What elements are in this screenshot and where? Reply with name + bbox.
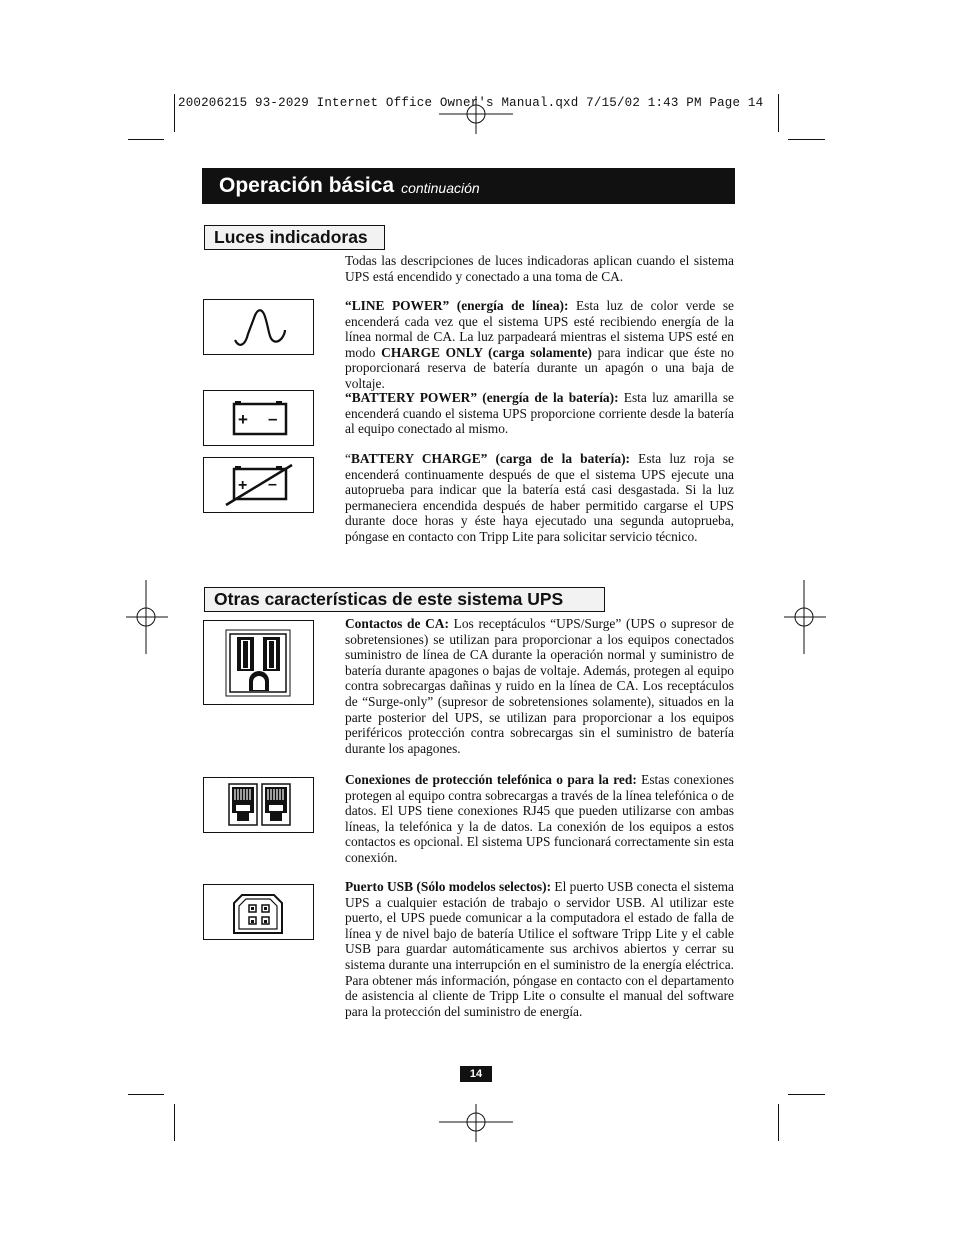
battery-charge-icon-box bbox=[203, 457, 314, 513]
usb-port-text: El puerto USB conecta el sistema UPS a cualquier estación de trabajo o servidor USB. Al utilizar este puerto, el UPS puede comunicar a la computadora el estado de falla de línea y de nivel bajo de batería Utilice el software Tripp Lite y el cable USB para guardar automáticamente sus archivos abiertos y cerrar su sistema durante una interrupción en el suministro de la energía eléctrica. Para obtener más información, póngase en contacto con el departamento de asistencia al cliente de Tripp Lite o consulte el manual del software para la protección del suministro de energía. bbox=[345, 879, 735, 1019]
section-heading-other-features bbox=[204, 587, 605, 612]
battery-crossed-icon bbox=[204, 458, 313, 512]
usb-port-icon bbox=[204, 885, 313, 939]
battery-power-icon-box bbox=[203, 390, 314, 446]
usb-port-label: Puerto USB (Sólo modelos selectos): bbox=[345, 879, 552, 894]
battery-power-text: Esta luz amarilla se encenderá cuando el sistema UPS proporcione corriente desde la batería al equipo conectado al mismo. bbox=[345, 390, 735, 437]
sine-wave-icon bbox=[204, 300, 313, 354]
section-heading-indicator-lights bbox=[204, 225, 385, 250]
registration-mark-bottom bbox=[437, 1100, 515, 1146]
battery-charge-label: BATTERY CHARGE” (carga de la batería): bbox=[350, 451, 631, 466]
rj45-icon-box bbox=[203, 777, 314, 833]
slug-line: 200206215 93-2029 Internet Office Owner's Manual.qxd 7/15/02 1:43 PM Page 14 bbox=[178, 96, 764, 110]
section-intro: Todas las descripciones de luces indicadoras aplican cuando el sistema UPS está encendido y conectado a una toma de CA. bbox=[345, 253, 734, 284]
battery-minus-sign: – bbox=[268, 476, 277, 493]
rj45-jacks-icon bbox=[204, 778, 313, 832]
network-protection-text: Estas conexiones protegen al equipo contra sobrecargas a través de la línea telefónica o de datos. El UPS tiene conexiones RJ45 que pueden utilizarse con ambas líneas, la telefónica y la de datos. La conexión de los equipos a estos contactos es opcional. El sistema UPS funcionará correctamente sin esta conexión. bbox=[345, 772, 735, 865]
line-power-text: Esta luz de color verde se encenderá cada vez que el sistema UPS esté recibiendo energía de la línea normal de CA. La luz parpadeará mientras el sistema UPS esté en modo bbox=[345, 298, 735, 360]
battery-power-label: “BATTERY POWER” (energía de la batería): bbox=[345, 390, 619, 405]
battery-charge-quote: “ bbox=[345, 451, 351, 466]
ac-outlets-label: Contactos de CA: bbox=[345, 616, 449, 631]
usb-icon-box bbox=[203, 884, 314, 940]
battery-power-description bbox=[345, 390, 734, 437]
network-protection-label: Conexiones de protección telefónica o para la red: bbox=[345, 772, 637, 787]
page-number: 14 bbox=[460, 1066, 492, 1082]
usb-port-description bbox=[345, 879, 734, 1019]
registration-mark-left bbox=[124, 578, 170, 656]
page-header bbox=[202, 168, 735, 204]
section-heading-text: Luces indicadoras bbox=[214, 227, 368, 247]
battery-plus-sign: + bbox=[238, 477, 248, 494]
battery-plus-sign: + bbox=[238, 410, 248, 429]
page-title: Operación básica bbox=[219, 174, 395, 197]
battery-charge-text: Esta luz roja se encenderá continuamente después de que el sistema UPS ejecute una autoprueba para indicar que la batería está casi desgastada. Si la luz permaneciera encendida después de haber permitido cargarse el UPS durante doce horas y éste haya ejecutado una segunda autoprueba, póngase en contacto con Tripp Lite para solicitar servicio técnico. bbox=[345, 451, 735, 544]
line-power-description bbox=[345, 298, 734, 392]
battery-charge-description bbox=[345, 451, 734, 545]
ac-outlet-icon bbox=[204, 621, 313, 704]
ac-outlets-description bbox=[345, 616, 734, 756]
registration-mark-right bbox=[782, 578, 828, 656]
line-power-text-2: para indicar que éste no proporcionará reserva de batería durante un apagón o una baja de voltaje. bbox=[345, 344, 734, 391]
network-protection-description bbox=[345, 772, 734, 866]
battery-minus-sign: – bbox=[268, 409, 278, 428]
page-subtitle: continuación bbox=[401, 180, 480, 196]
ac-outlet-icon-box bbox=[203, 620, 314, 705]
charge-only-label: CHARGE ONLY (carga solamente) bbox=[381, 344, 592, 360]
line-power-icon-box bbox=[203, 299, 314, 355]
line-power-label: “LINE POWER” (energía de línea): bbox=[345, 298, 569, 313]
section-heading-text: Otras características de este sistema UPS bbox=[214, 589, 564, 609]
battery-icon bbox=[204, 391, 313, 445]
ac-outlets-text: Los receptáculos “UPS/Surge” (UPS o supresor de sobretensiones) se utilizan para proporcionar a los equipos conectados suministro de línea de CA durante la operación normal y suministro de batería durante apagones o bajas de voltaje. Además, protegen al equipo contra sobrecargas dañinas y ruido en la línea de CA. Los receptáculos de “Surge-only” (supresor de sobretensiones solamente), situados en la parte posterior del UPS, se utilizan para proporcionar a los equipos periféricos protección contra sobrecargas sin el suministro de batería durante los apagones. bbox=[345, 616, 734, 756]
